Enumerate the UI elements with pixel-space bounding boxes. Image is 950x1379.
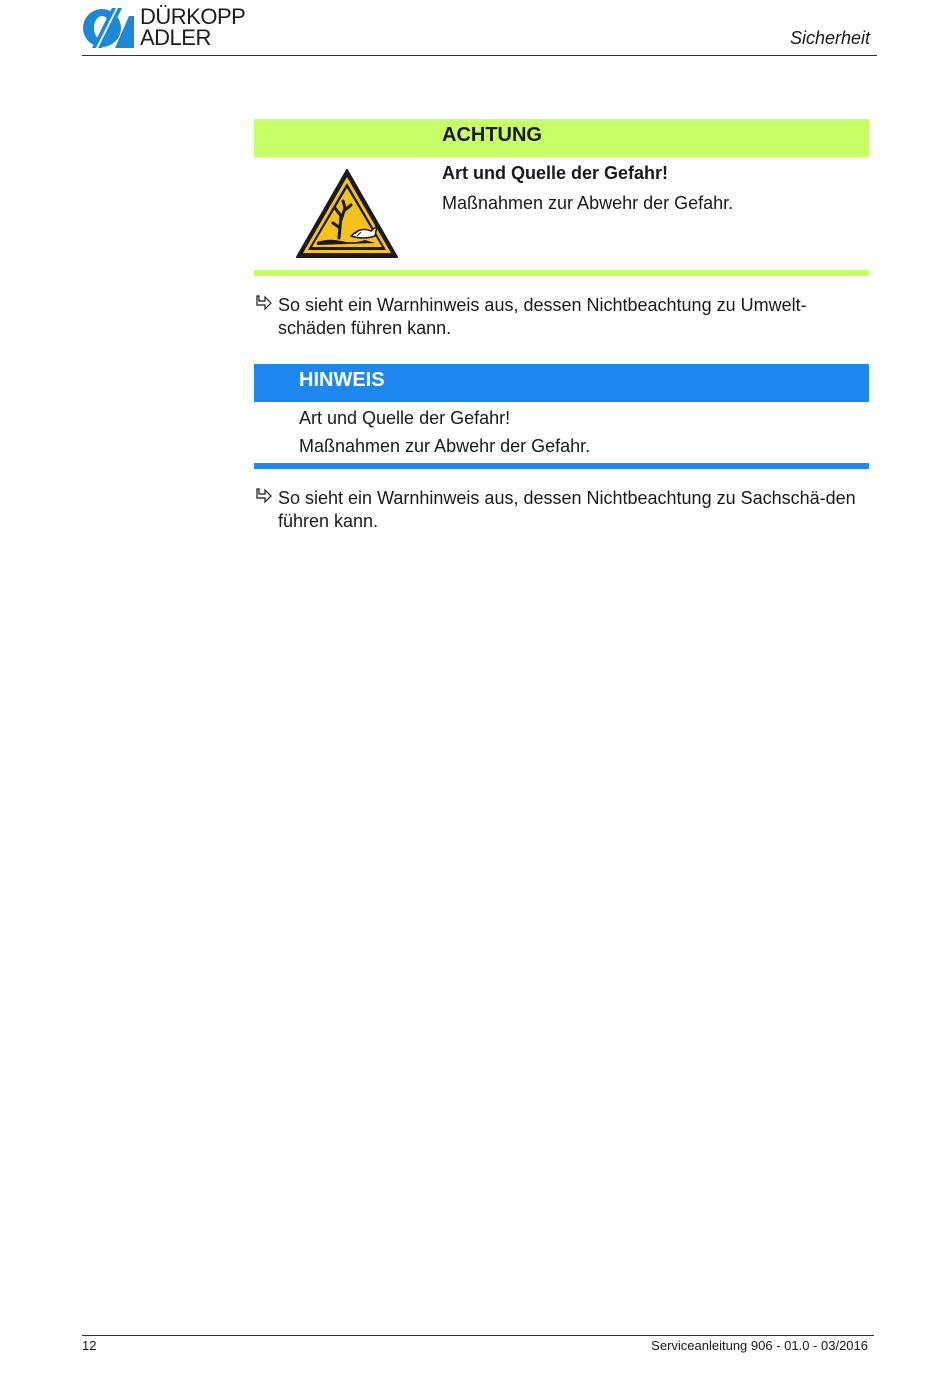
page-number: 12 bbox=[82, 1338, 97, 1353]
logo-text bbox=[140, 6, 245, 48]
header-divider bbox=[82, 55, 877, 56]
hinweis-bottom-bar bbox=[254, 463, 869, 469]
footer-divider bbox=[82, 1335, 874, 1336]
logo-line-2: ADLER bbox=[140, 25, 211, 50]
environmental-hazard-triangle-icon bbox=[295, 168, 399, 260]
paragraph-text: So sieht ein Warnhinweis aus, dessen Nichtbeachtung zu Sachschä-den führen kann. bbox=[278, 488, 856, 531]
arrow-right-icon bbox=[256, 488, 272, 504]
document-reference: Serviceanleitung 906 - 01.0 - 03/2016 bbox=[651, 1338, 868, 1353]
explanation-paragraph-property bbox=[256, 487, 856, 533]
arrow-right-icon bbox=[256, 295, 272, 311]
logo-line-1: DÜRKOPP bbox=[140, 4, 246, 29]
achtung-measures: Maßnahmen zur Abwehr der Gefahr. bbox=[442, 193, 734, 213]
brand-logo bbox=[82, 6, 272, 50]
achtung-header-bar bbox=[254, 119, 869, 157]
paragraph-text: So sieht ein Warnhinweis aus, dessen Nichtbeachtung zu Umwelt-schäden führen kann. bbox=[278, 295, 807, 338]
hinweis-hazard-source: Art und Quelle der Gefahr! bbox=[299, 408, 511, 428]
hinweis-title: HINWEIS bbox=[299, 369, 385, 391]
hinweis-measures: Maßnahmen zur Abwehr der Gefahr. bbox=[299, 436, 591, 456]
achtung-hazard-source: Art und Quelle der Gefahr! bbox=[442, 163, 669, 183]
explanation-paragraph-environment bbox=[256, 294, 856, 340]
achtung-title: ACHTUNG bbox=[442, 124, 542, 146]
section-title: Sicherheit bbox=[789, 28, 870, 48]
achtung-bottom-bar bbox=[254, 270, 869, 276]
logo-mark-icon bbox=[82, 8, 134, 48]
